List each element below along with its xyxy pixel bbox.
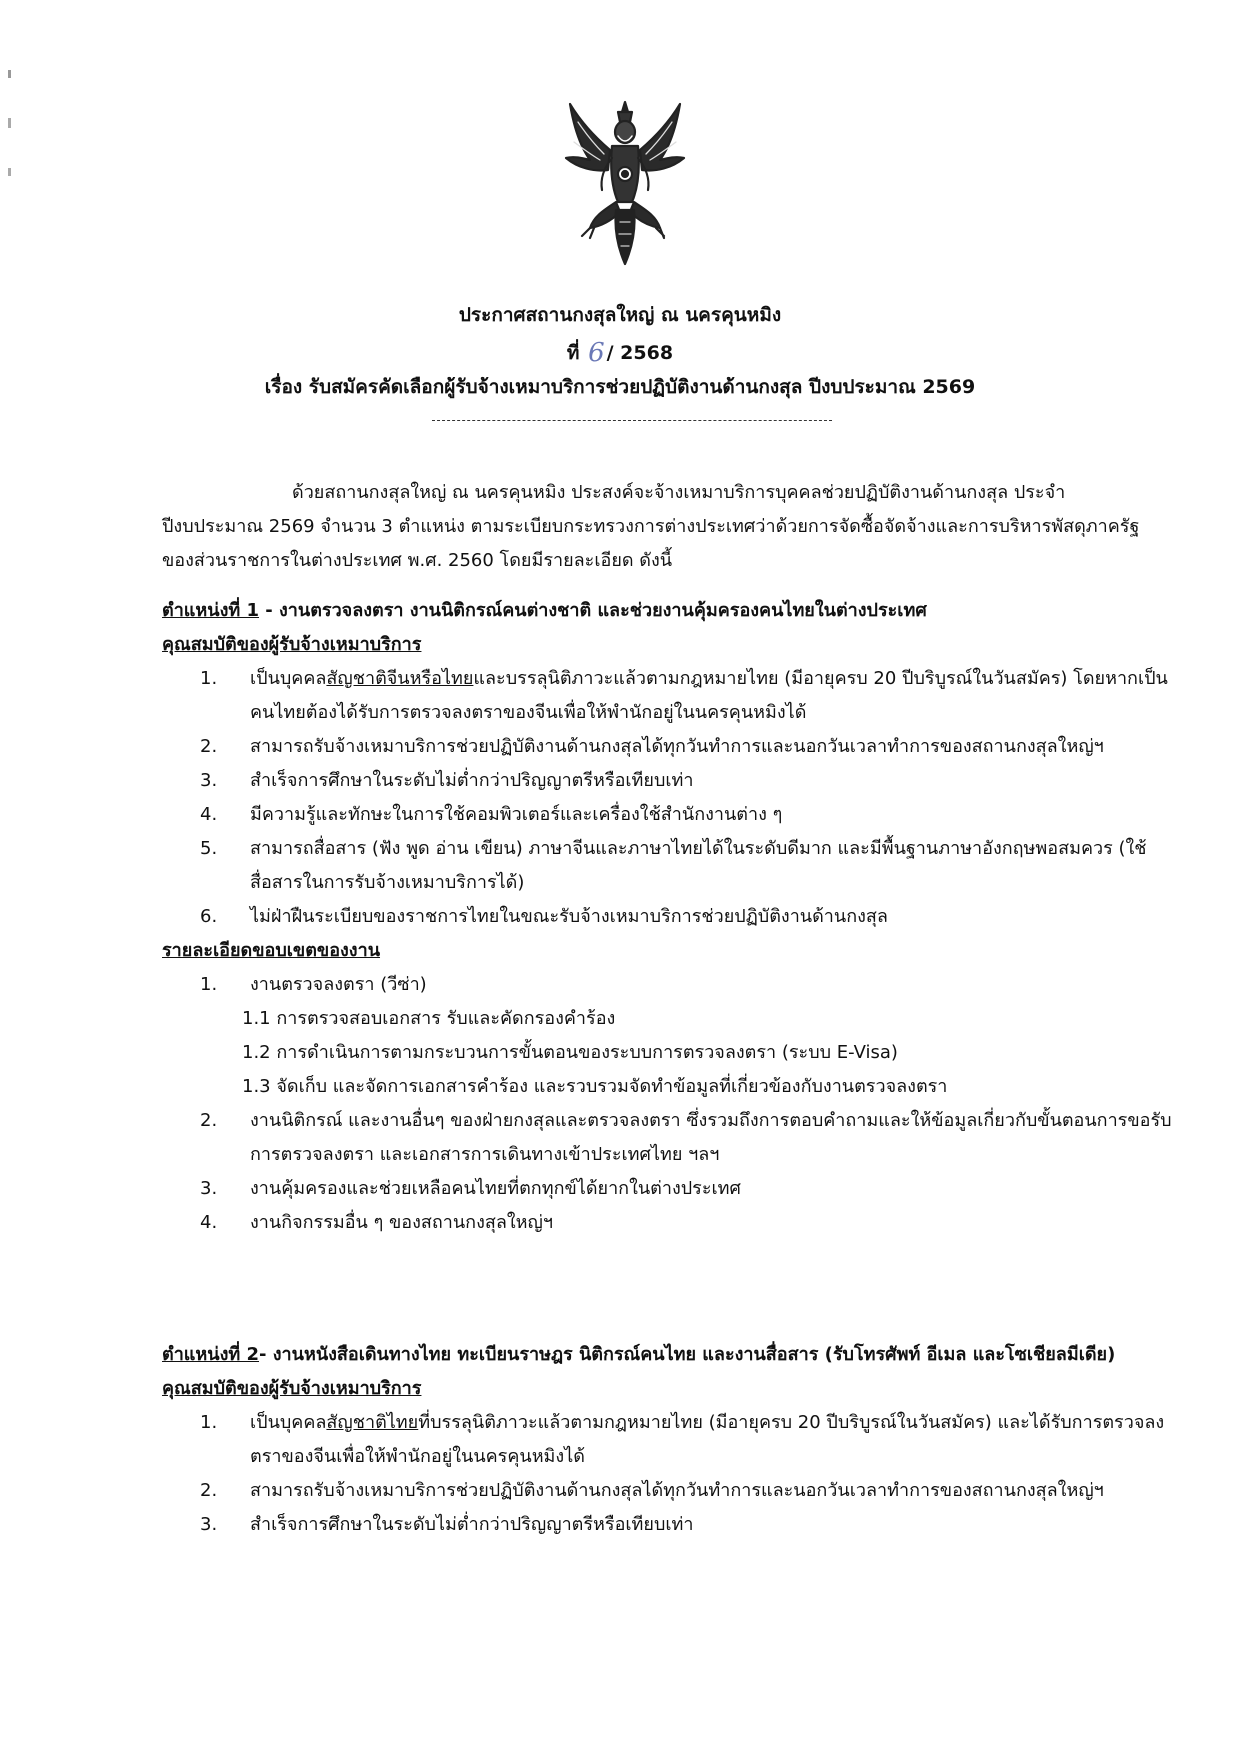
list-item xyxy=(162,900,1172,934)
sub-item: 1.2 การดำเนินการตามกระบวนการขั้นตอนของระบบการตรวจลงตรา (ระบบ E-Visa) xyxy=(242,1042,898,1063)
position-1-title: - งานตรวจลงตรา งานนิติกรณ์คนต่างชาติ และช่วยงานคุ้มครองคนไทยในต่างประเทศ xyxy=(259,600,927,621)
position-2-qual-heading: คุณสมบัติของผู้รับจ้างเหมาบริการ xyxy=(162,1378,422,1399)
list-item xyxy=(162,968,1172,1002)
item-text: สามารถรับจ้างเหมาบริการช่วยปฏิบัติงานด้านกงสุลได้ทุกวันทำการและนอกวันเวลาทำการของสถานกงสุลใหญ่ฯ xyxy=(250,1480,1104,1501)
position-1-qual-heading: คุณสมบัติของผู้รับจ้างเหมาบริการ xyxy=(162,634,422,655)
list-item xyxy=(162,1508,1172,1542)
item-number: 1. xyxy=(200,974,218,995)
position-2-label: ตำแหน่งที่ 2 xyxy=(162,1344,260,1365)
number-suffix: / 2568 xyxy=(606,342,674,364)
handwritten-number: 6 xyxy=(588,338,605,368)
position-1-scope-list xyxy=(162,968,1172,1240)
item-text: สำเร็จการศึกษาในระดับไม่ต่ำกว่าปริญญาตรีหรือเทียบเท่า xyxy=(250,770,694,791)
item-number: 1. xyxy=(200,668,218,689)
list-item xyxy=(162,764,1172,798)
list-item xyxy=(162,1172,1172,1206)
position-1-section xyxy=(162,594,1172,1240)
position-2-section xyxy=(162,1338,1172,1542)
item-number: 6. xyxy=(200,906,218,927)
item-number: 3. xyxy=(200,770,218,791)
position-2-heading xyxy=(162,1338,1172,1372)
item-text: งานตรวจลงตรา (วีซ่า) xyxy=(250,974,427,995)
list-item xyxy=(162,662,1172,730)
item-text-post: ที่บรรลุนิติภาวะแล้วตามกฎหมายไทย (มีอายุครบ 20 ปีบริบูรณ์ในวันสมัคร) และได้รับการตรวจลงตราของจีนเพื่อให้พำนักอยู่ในนครคุนหมิงได้ xyxy=(250,1412,1165,1467)
position-1-heading xyxy=(162,594,1172,628)
dashed-divider xyxy=(432,420,832,421)
sub-item: 1.3 จัดเก็บ และจัดการเอกสารคำร้อง และรวบรวมจัดทำข้อมูลที่เกี่ยวข้องกับงานตรวจลงตรา xyxy=(242,1076,948,1097)
number-prefix: ที่ xyxy=(566,342,580,364)
item-number: 2. xyxy=(200,736,218,757)
position-2-qual-list xyxy=(162,1406,1172,1542)
item-text: งานกิจกรรมอื่น ๆ ของสถานกงสุลใหญ่ฯ xyxy=(250,1212,553,1233)
item-text-post: และบรรลุนิติภาวะแล้วตามกฎหมายไทย (มีอายุครบ 20 ปีบริบูรณ์ในวันสมัคร) โดยหากเป็นคนไทยต้องได้รับการตรวจลงตราของจีนเพื่อให้พำนักอยู่ในนครคุนหมิงได้ xyxy=(250,668,1168,723)
intro-paragraph xyxy=(162,476,1162,578)
document-title: ประกาศสถานกงสุลใหญ่ ณ นครคุนหมิง xyxy=(458,304,782,326)
item-text: งานคุ้มครองและช่วยเหลือคนไทยที่ตกทุกข์ได้ยากในต่างประเทศ xyxy=(250,1178,741,1199)
margin-marks xyxy=(8,70,14,180)
position-1-label: ตำแหน่งที่ 1 xyxy=(162,600,260,621)
list-item xyxy=(162,832,1172,900)
item-number: 3. xyxy=(200,1514,218,1535)
item-number: 2. xyxy=(200,1110,218,1131)
list-item xyxy=(162,1406,1172,1474)
item-text: งานนิติกรณ์ และงานอื่นๆ ของฝ่ายกงสุลและตรวจลงตรา ซึ่งรวมถึงการตอบคำถามและให้ข้อมูลเกี่ยวกับขั้นตอนการขอรับการตรวจลงตรา และเอกสารการเดินทางเข้าประเทศไทย ฯลฯ xyxy=(250,1110,1172,1165)
item-text: สามารถรับจ้างเหมาบริการช่วยปฏิบัติงานด้านกงสุลได้ทุกวันทำการและนอกวันเวลาทำการของสถานกงสุลใหญ่ฯ xyxy=(250,736,1104,757)
intro-text: ด้วยสถานกงสุลใหญ่ ณ นครคุนหมิง ประสงค์จะจ้างเหมาบริการบุคคลช่วยปฏิบัติงานด้านกงสุล ประจำปีงบประมาณ 2569 จำนวน 3 ตำแหน่ง ตามระเบียบกระทรวงการต่างประเทศว่าด้วยการจัดซื้อจัดจ้างและการบริหารพัสดุภาครัฐของส่วนราชการในต่างประเทศ พ.ศ. 2560 โดยมีรายละเอียด ดังนี้ xyxy=(162,482,1140,571)
list-item xyxy=(162,730,1172,764)
item-number: 4. xyxy=(200,804,218,825)
list-item xyxy=(162,1474,1172,1508)
item-text xyxy=(240,662,1172,730)
position-1-scope-heading: รายละเอียดขอบเขตของงาน xyxy=(162,940,381,961)
item-text-pre: เป็นบุคคล xyxy=(250,1412,327,1433)
list-item xyxy=(162,1206,1172,1240)
item-number: 5. xyxy=(200,838,218,859)
position-2-title: - งานหนังสือเดินทางไทย ทะเบียนราษฎร นิติกรณ์คนไทย และงานสื่อสาร (รับโทรศัพท์ อีเมล และโซเชียลมีเดีย) xyxy=(259,1344,1116,1365)
sub-item: 1.1 การตรวจสอบเอกสาร รับและคัดกรองคำร้อง xyxy=(242,1008,616,1029)
document-subject: เรื่อง รับสมัครคัดเลือกผู้รับจ้างเหมาบริการช่วยปฏิบัติงานด้านกงสุล ปีงบประมาณ 2569 xyxy=(264,376,976,398)
item-text: สำเร็จการศึกษาในระดับไม่ต่ำกว่าปริญญาตรีหรือเทียบเท่า xyxy=(250,1514,694,1535)
item-text: มีความรู้และทักษะในการใช้คอมพิวเตอร์และเครื่องใช้สำนักงานต่าง ๆ xyxy=(250,804,783,825)
item-text xyxy=(240,1406,1172,1474)
item-text-underlined: สัญชาติจีนหรือไทย xyxy=(326,668,474,689)
item-number: 2. xyxy=(200,1480,218,1501)
item-number: 3. xyxy=(200,1178,218,1199)
list-item xyxy=(162,798,1172,832)
item-text-underlined: สัญชาติไทย xyxy=(326,1412,419,1433)
item-number: 1. xyxy=(200,1412,218,1433)
item-text: สามารถสื่อสาร (ฟัง พูด อ่าน เขียน) ภาษาจีนและภาษาไทยได้ในระดับดีมาก และมีพื้นฐานภาษาอังกฤษพอสมควร (ใช้สื่อสารในการรับจ้างเหมาบริการได้) xyxy=(250,838,1147,893)
item-text: ไม่ฝ่าฝืนระเบียบของราชการไทยในขณะรับจ้างเหมาบริการช่วยปฏิบัติงานด้านกงสุล xyxy=(250,906,888,927)
position-1-qual-list xyxy=(162,662,1172,934)
item-number: 4. xyxy=(200,1212,218,1233)
garuda-emblem-icon xyxy=(560,98,690,268)
document-number xyxy=(0,336,1240,368)
item-text-pre: เป็นบุคคล xyxy=(250,668,327,689)
list-item xyxy=(162,1104,1172,1172)
